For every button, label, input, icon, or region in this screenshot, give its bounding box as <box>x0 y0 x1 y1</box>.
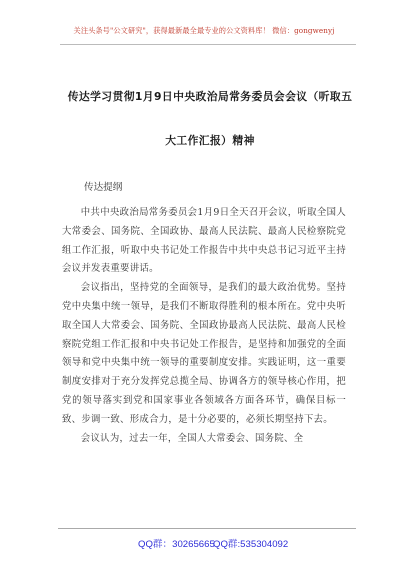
document-title-line-2: 大工作汇报）精神 <box>165 134 255 147</box>
qq-group-right: QQ群:535304092 <box>213 539 289 550</box>
body-paragraph: 会议指出，坚持党的全面领导，是我们的最大政治优势。坚持党中央集中统一领导，是我们不断取得胜利的根本所在。党中央听取全国人大常委会、国务院、全国政协最高人民法院、最高人民检察院党组工作汇报和中央书记处工作报告，是坚持和加强党的全面领导和党中央集中统一领导的重要制度安排。实践证明，这一重要制度安排对于充分发挥党总揽全局、协调各方的领导核心作用，把党的领导落实到党和国家事业各领域各方面各环节，确保目标一致、步调一致、形成合力，是十分必要的，必须长期坚持下去。 <box>62 282 346 425</box>
document-body <box>62 204 346 448</box>
footer-divider <box>58 528 356 529</box>
document-title-line-1: 传达学习贯彻1月9日中央政治局常务委员会会议（听取五 <box>67 90 353 103</box>
body-paragraph: 中共中央政治局常务委员会1月9日全天召开会议，听取全国人大常委会、国务院、全国政协、最高人民法院、最高人民检察院党组工作汇报，听取中央书记处工作报告中共中央总书记习近平主持会议并发表重要讲话。 <box>62 207 346 275</box>
header-banner: 关注头条号"公文研究"，获得最新最全最专业的公文资料库！ 微信：gongwenyj <box>73 26 335 35</box>
body-paragraph: 会议认为，过去一年，全国人大常委会、国务院、全 <box>80 432 304 444</box>
qq-group-left: QQ群：30265665 <box>138 539 215 550</box>
section-label: 传达提纲 <box>84 182 123 193</box>
header-divider <box>60 44 356 45</box>
